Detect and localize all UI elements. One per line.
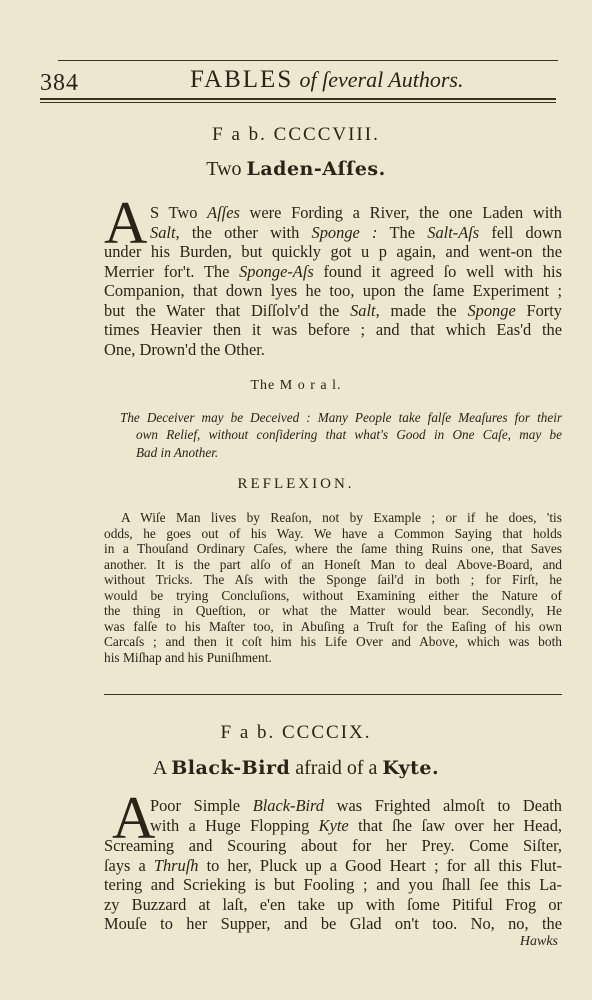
moral-line: The Deceiver may be Deceived : Many People take falſe Meaſures for their: [120, 410, 562, 425]
running-title-caps: FABLES: [190, 66, 294, 93]
reflexion-heading: REFLEXION.: [237, 476, 355, 492]
text-line: Companion, that down lyes he too, upon the ſame Experiment ;: [104, 281, 562, 301]
text-line: One, Drown'd the Other.: [104, 339, 265, 359]
fable-text-line: [150, 203, 562, 242]
section-divider: [104, 694, 562, 695]
text-line: Poor Simple Black-Bird was Frighted almoſt to Death: [150, 796, 562, 815]
fable-title-blackletter: Kyte.: [382, 757, 440, 779]
header-rule-thick: [40, 98, 556, 100]
fable-number: F a b. CCCCVIII.: [212, 124, 380, 145]
fable-title: [0, 158, 592, 181]
page-number: 384: [40, 70, 79, 96]
reflexion-line: would be trying Concluſions, without Examining either the Nature of: [104, 587, 562, 603]
fable-title-mid: afraid of a: [295, 757, 378, 779]
running-header: [40, 62, 556, 96]
moral-text: [120, 409, 562, 461]
fable-text-block: [104, 836, 562, 934]
text-line: zy Buzzard at laſt, e'en take up with ſome Pitiful Frog or: [104, 894, 562, 914]
fable-title-a: A: [152, 757, 167, 779]
drop-cap: A: [104, 190, 148, 256]
fable-text-block: [104, 242, 562, 360]
fable-text-line: [150, 796, 562, 835]
text-line: under his Burden, but quickly got u p again, and went-on the: [104, 242, 562, 261]
reflexion-line: odds, he goes out of his Way. We have a Common Saying that holds: [104, 525, 562, 541]
reflexion-line: his Miſhap and his Puniſhment.: [104, 649, 272, 665]
reflexion-line: without Tricks. The Aſs with the Sponge ſail'd in both ; for Firſt, he: [104, 572, 562, 587]
fable-title-blackletter: Black-Bird: [171, 757, 291, 779]
running-title-italic: of ſeveral Authors.: [299, 67, 464, 92]
fable-title: [0, 757, 592, 780]
text-line: S Two Aſſes were Fording a River, the one Laden with: [150, 203, 562, 222]
text-line: times Heavier then it was before ; and that which Eas'd the: [104, 320, 562, 340]
moral-line: own Relief, without conſidering that what's Good in One Caſe, may be: [136, 427, 562, 443]
header-top-rule: [58, 60, 558, 61]
reflexion-line: A Wiſe Man lives by Reaſon, not by Example ; or if he does, 'tis: [121, 510, 562, 525]
text-line: Merrier for't. The Sponge-Aſs found it agreed ſo well with his: [104, 261, 562, 281]
reflexion-text: [104, 510, 562, 665]
drop-cap: A: [112, 785, 156, 851]
reflexion-line: was falſe to his Maſter too, in Abuſing a Truſt for the Eaſing of his own: [104, 618, 562, 634]
reflexion-line: Carcaſs ; and then it coſt him his Life Over and Above, which was both: [104, 634, 562, 649]
text-line: ſays a Thruſh to her, Pluck up a Good Heart ; for all this Flut-: [104, 855, 562, 875]
catchword: Hawks: [519, 934, 558, 949]
fable-number: F a b. CCCCIX.: [220, 722, 372, 743]
text-line: tering and Scrieking is but Fooling ; and you ſhall ſee this La-: [104, 875, 562, 895]
header-rule-thin: [40, 102, 556, 103]
text-line: Mouſe to her Supper, and be Glad on't too. No, no, the: [104, 914, 562, 934]
text-line: with a Huge Flopping Kyte that ſhe ſaw over her Head,: [150, 815, 562, 835]
text-line: Salt, the other with Sponge : The Salt-Aſs fell down: [150, 222, 562, 242]
reflexion-line: another. It is the part alſo of an Honeſt Man to deal Above-Board, and: [104, 556, 562, 572]
text-line: but the Water that Diſſolv'd the Salt, made the Sponge Forty: [104, 300, 563, 320]
reflexion-line: the thing in Queſtion, or what the Matter would bear. Secondly, He: [104, 603, 562, 618]
fable-title-blackletter: Laden-Aſſes.: [246, 158, 386, 180]
moral-line: Bad in Another.: [136, 444, 219, 460]
moral-heading: The M o r a l.: [250, 378, 342, 393]
running-title: [190, 66, 463, 94]
reflexion-line: in a Thouſand Ordinary Caſes, where the ſame thing Ruins one, that Saves: [104, 541, 562, 556]
text-line: Screaming and Scouring about for her Prey. Come Siſter,: [104, 836, 562, 855]
fable-title-plain: Two: [206, 158, 242, 180]
